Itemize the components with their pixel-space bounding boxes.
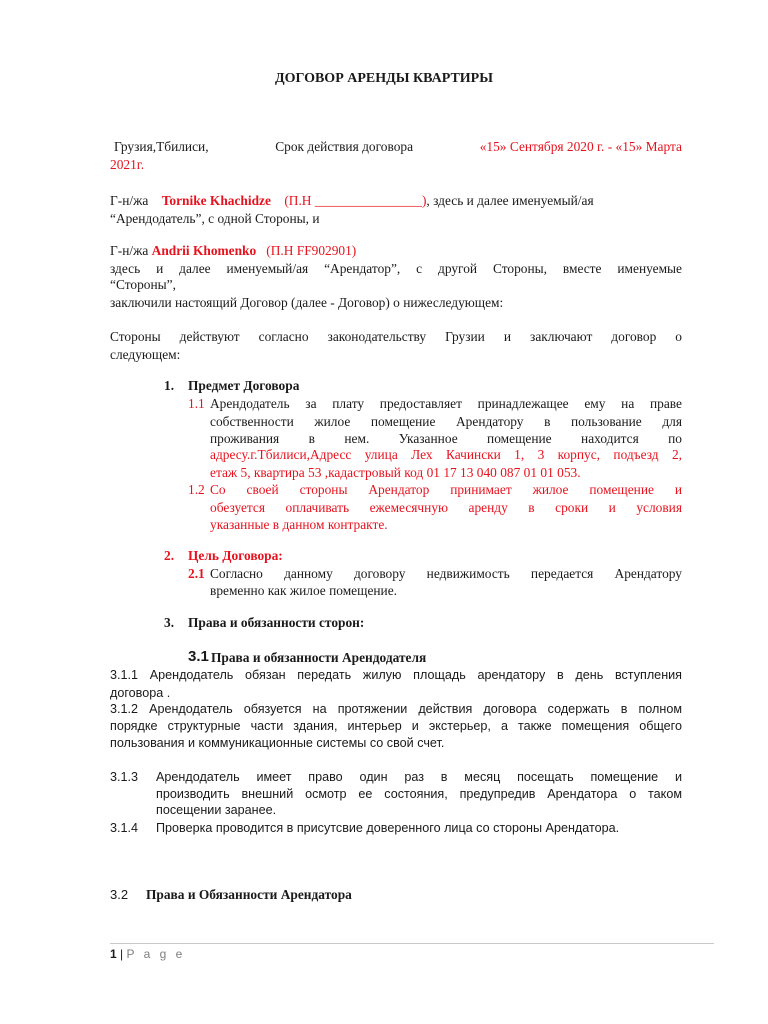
clause-2-1-line-1: Согласно данному договору недвижимость передается Арендатору bbox=[210, 566, 682, 581]
subsection-3-2-heading: Права и Обязанности Арендатора bbox=[146, 887, 352, 902]
clause-3-1-1-line-2: договора . bbox=[110, 686, 171, 700]
tenant-line-3: “Стороны”, bbox=[110, 277, 176, 292]
clause-3-1-3-line-1: Арендодатель имеет право один раз в месяц посещать помещение и bbox=[156, 770, 682, 784]
intro-term-year: 2021г. bbox=[110, 157, 145, 172]
landlord-line-1 bbox=[110, 192, 594, 210]
landlord-line-2: “Арендодатель”, с одной Стороны, и bbox=[110, 211, 320, 226]
page-label: P a g e bbox=[126, 947, 186, 961]
tenant-passport: (П.Н FF902901) bbox=[266, 243, 357, 258]
landlord-prefix: Г-н/жа bbox=[110, 193, 149, 208]
page-separator: | bbox=[120, 947, 124, 961]
tenant-name: Andrii Khomenko bbox=[151, 243, 257, 258]
tenant-line-1 bbox=[110, 242, 356, 260]
tenant-line-4: заключили настоящий Договор (далее - Договор) о нижеследующем: bbox=[110, 295, 504, 310]
clause-3-1-3-number: 3.1.3 bbox=[110, 770, 139, 784]
clause-3-1-4-number: 3.1.4 bbox=[110, 821, 139, 835]
clause-1-1-number: 1.1 bbox=[188, 396, 205, 411]
clause-3-1-3-line-2: производить внешний осмотр ее состояния, предупредив Арендатора о таком bbox=[156, 787, 682, 801]
section-1-heading: Предмет Договора bbox=[188, 378, 300, 393]
clause-3-1-4-line-1: Проверка проводится в присутсвие доверенного лица со стороны Арендатора. bbox=[156, 821, 620, 835]
clause-2-1-number: 2.1 bbox=[188, 566, 205, 581]
intro-term-label: Срок действия договора bbox=[275, 139, 414, 154]
clause-1-2-line-3: указанные в данном контракте. bbox=[210, 517, 388, 532]
preamble-line-1: Стороны действуют согласно законодательству Грузии и заключают договор о bbox=[110, 329, 682, 344]
section-2-number: 2. bbox=[164, 548, 175, 563]
subsection-3-1-number: 3.1 bbox=[188, 648, 209, 665]
footer-divider bbox=[110, 943, 714, 944]
clause-1-2-line-2: обезуется оплачивать ежемесячную аренду в сроки и условия bbox=[210, 500, 682, 515]
clause-2-1-line-2: временно как жилое помещение. bbox=[210, 583, 398, 598]
page-footer bbox=[110, 947, 185, 961]
subsection-3-2-number: 3.2 bbox=[110, 887, 129, 902]
section-3-number: 3. bbox=[164, 615, 175, 630]
clause-1-2-line-1: Со своей стороны Арендатор принимает жилое помещение и bbox=[210, 482, 682, 497]
clause-1-1-address-line-2: етаж 5, квартира 53 ,кадастровый код 01 17 13 040 087 01 01 053. bbox=[210, 465, 581, 480]
landlord-rest: , здесь и далее именуемый/ая bbox=[426, 193, 594, 208]
landlord-passport: (П.Н ________________) bbox=[284, 193, 427, 208]
intro-line-1 bbox=[114, 138, 682, 156]
clause-3-1-1-line-1: 3.1.1 Арендодатель обязан передать жилую площадь арендатору в день вступления bbox=[110, 668, 682, 682]
clause-3-1-2-line-1: 3.1.2 Арендодатель обязуется на протяжении действия договора содержать в полном bbox=[110, 702, 682, 716]
tenant-line-2: здесь и далее именуемый/ая “Арендатор”, с другой Стороны, вместе именуемые bbox=[110, 261, 682, 276]
clause-3-1-2-line-2: порядке структурные части здания, интерьер и экстерьер, а также помещения общего bbox=[110, 719, 682, 733]
clause-1-1-address-line-1: адресу.г.Тбилиси,Адресс улица Лех Качински 1, 3 корпус, подъезд 2, bbox=[210, 447, 682, 462]
clause-3-1-3-line-3: посещении заранее. bbox=[156, 803, 277, 817]
section-3-heading: Права и обязанности сторон: bbox=[188, 615, 365, 630]
clause-1-1-line-2: собственности жилое помещение Арендатору в пользование для bbox=[210, 414, 682, 429]
clause-3-1-2-line-3: пользования и коммуникационные системы со свой счет. bbox=[110, 736, 445, 750]
clause-1-1-line-3: проживания в нем. Указанное помещение находится по bbox=[210, 431, 682, 446]
clause-1-2-number: 1.2 bbox=[188, 482, 205, 497]
section-1-number: 1. bbox=[164, 378, 175, 393]
clause-1-1-line-1: Арендодатель за плату предоставляет принадлежащее ему на праве bbox=[210, 396, 682, 411]
tenant-prefix: Г-н/жа bbox=[110, 243, 149, 258]
subsection-3-1-heading: Права и обязанности Арендодателя bbox=[211, 650, 427, 665]
intro-term-value: «15» Сентября 2020 г. - «15» Марта bbox=[479, 139, 682, 154]
intro-place: Грузия,Тбилиси, bbox=[114, 139, 209, 154]
section-2-heading: Цель Договора: bbox=[188, 548, 283, 563]
document-title: ДОГОВОР АРЕНДЫ КВАРТИРЫ bbox=[275, 71, 493, 86]
preamble-line-2: следующем: bbox=[110, 347, 181, 362]
landlord-name: Tornike Khachidze bbox=[161, 193, 271, 208]
page-number: 1 bbox=[110, 947, 117, 961]
